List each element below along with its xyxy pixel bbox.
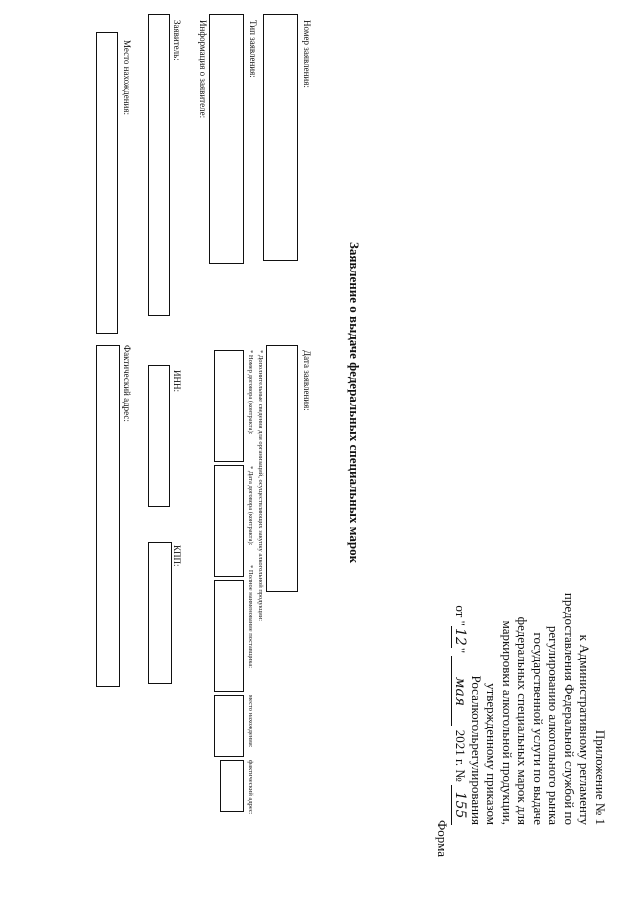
contract-number-label: * Номер договора (контракта): [247, 350, 254, 435]
date-mid: " [453, 647, 469, 654]
application-number-label: Номер заявления: [302, 20, 312, 88]
applicant-field[interactable] [148, 14, 170, 316]
actual-address-field[interactable] [96, 345, 120, 687]
kpp-label: КПП: [172, 545, 182, 567]
date-month: мая [451, 656, 468, 726]
application-type-field[interactable] [209, 14, 244, 264]
supplier-location-field[interactable] [214, 695, 244, 757]
date-prefix: от " [453, 605, 469, 626]
form-title: Заявление о выдаче федеральных специальных марок [347, 242, 362, 564]
supplier-name-label: * Полное наименование поставщика: [247, 565, 254, 669]
date-year: 2021 г. № [453, 729, 469, 782]
location-field[interactable] [96, 32, 118, 334]
supplier-location-label: место нахождения: [247, 695, 254, 748]
application-number-field[interactable] [263, 14, 298, 261]
applicant-label: Заявитель: [172, 20, 182, 61]
order-date-line [451, 445, 469, 825]
contract-date-label: * Дата договора (контракта): [247, 466, 254, 546]
supplier-name-field[interactable] [214, 580, 244, 692]
form-label: Форма [435, 820, 450, 857]
header-block [451, 445, 608, 825]
contract-date-field[interactable] [214, 465, 244, 577]
supplier-address-field[interactable] [220, 760, 244, 812]
inn-field[interactable] [148, 365, 170, 507]
header-line: предоставления Федеральной службой по [562, 592, 577, 825]
actual-address-label: Фактический адрес: [122, 345, 132, 422]
location-label: Место нахождения: [122, 40, 132, 115]
header-line: федеральных специальных марок для [515, 616, 531, 825]
date-day: 12 [451, 626, 468, 648]
order-number: 155 [451, 785, 468, 825]
application-date-field[interactable] [266, 345, 298, 592]
header-line: маркировки алкогольной продукции, [500, 620, 515, 825]
header-line: к Административному регламенту [577, 634, 593, 825]
header-line: государственной услуги по выдаче [531, 632, 546, 825]
header-line: утвержденному приказом [484, 683, 500, 825]
supplier-address-label: фактический адрес: [247, 760, 254, 815]
inn-label: ИНН: [172, 370, 182, 392]
header-line: Росалкогольрегулирования [469, 675, 484, 825]
header-line: регулированию алкогольного рынка [546, 625, 562, 825]
kpp-field[interactable] [148, 542, 172, 684]
applicant-info-label: Информация о заявителе: [198, 20, 208, 119]
application-type-label: Тип заявления: [248, 20, 258, 78]
header-line: Приложение № 1 [593, 729, 608, 825]
application-date-label: Дата заявления: [302, 350, 312, 411]
additional-info-heading: * Дополнительные сведения для организаций, осуществляющих закупку алкогольной продукции: [257, 350, 264, 622]
contract-number-field[interactable] [214, 350, 244, 462]
